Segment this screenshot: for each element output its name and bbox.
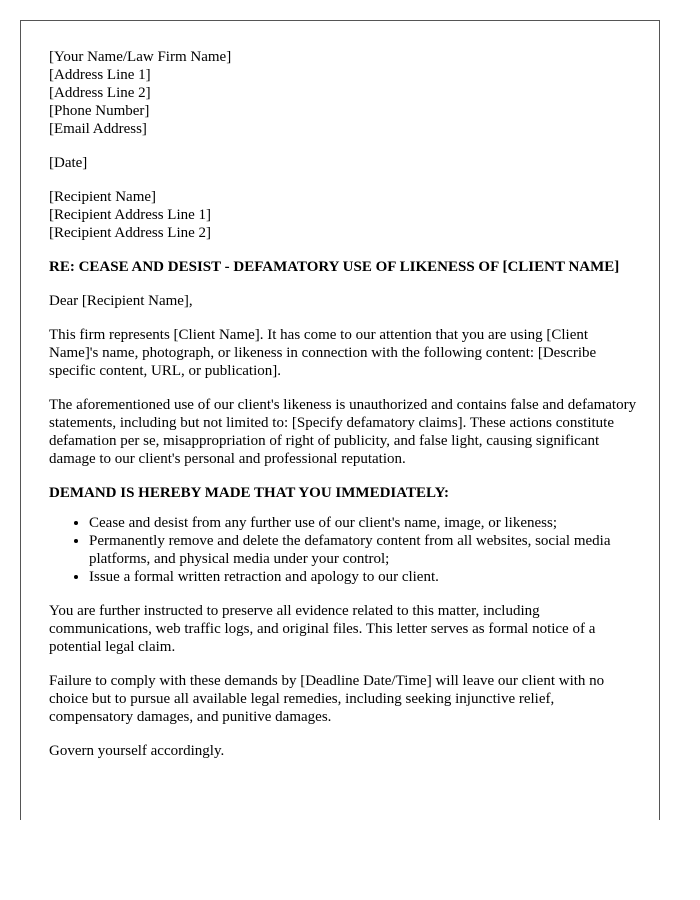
subject-line: RE: CEASE AND DESIST - DEFAMATORY USE OF LIKENESS OF [CLIENT NAME] [49,259,620,275]
paragraph-defamation: The aforementioned use of our client's likeness is unauthorized and contains false and defamatory statements, including but not limited to: [Specify defamatory claims]. These actions constitute defamation per se, misappropriation of right of publicity, and false light, causing significant damage to our client's personal and professional reputation. [49,397,637,467]
demand-item: • Permanently remove and delete the defamatory content from all websites, social media platforms, and physical media under your control; [89,532,639,568]
date-block [49,154,639,172]
recipient-name: [Recipient Name] [49,189,157,205]
sender-email: [Email Address] [49,121,147,137]
recipient-address-line-1: [Recipient Address Line 1] [49,207,212,223]
paragraph-representation: This firm represents [Client Name]. It has come to our attention that you are using [Client Name]'s name, photograph, or likeness in connection with the following content: [Describe specific content, URL, or publication]. [49,327,597,379]
demand-item: • Cease and desist from any further use of our client's name, image, or likeness; [89,514,639,532]
closing-line: Govern yourself accordingly. [49,743,225,759]
paragraph-consequences: Failure to comply with these demands by [Deadline Date/Time] will leave our client with no choice but to pursue all available legal remedies, including seeking injunctive relief, compensatory damages, and punitive damages. [49,673,605,725]
letter-page [20,20,660,820]
letter-date: [Date] [49,155,88,171]
sender-phone: [Phone Number] [49,103,150,119]
sender-block [49,48,639,138]
demand-list [49,514,639,586]
salutation: Dear [Recipient Name], [49,293,193,309]
demand-item: • Issue a formal written retraction and apology to our client. [89,568,639,586]
recipient-block [49,188,639,242]
sender-name: [Your Name/Law Firm Name] [49,49,232,65]
paragraph-preservation: You are further instructed to preserve all evidence related to this matter, including communications, web traffic logs, and original files. This letter serves as formal notice of a potential legal claim. [49,603,596,655]
demand-heading: DEMAND IS HEREBY MADE THAT YOU IMMEDIATELY: [49,485,450,501]
recipient-address-line-2: [Recipient Address Line 2] [49,225,212,241]
letter-body [49,48,639,776]
sender-address-line-1: [Address Line 1] [49,67,151,83]
sender-address-line-2: [Address Line 2] [49,85,151,101]
